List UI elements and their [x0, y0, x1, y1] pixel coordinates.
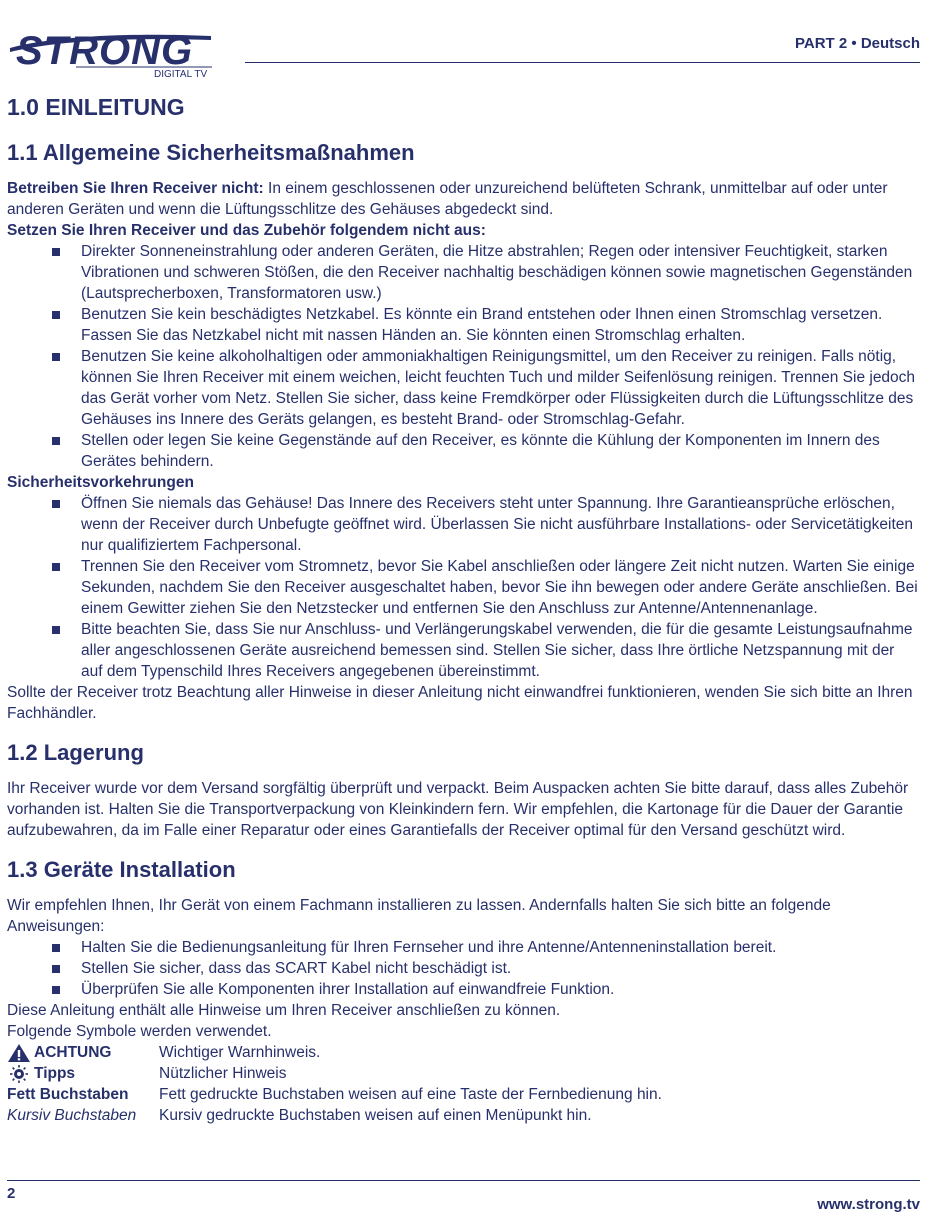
website-link[interactable]: www.strong.tv: [817, 1196, 920, 1213]
symbol-description: Nützlicher Hinweis: [159, 1065, 287, 1082]
list-item: Halten Sie die Bedienungsanleitung für Ihren Fernseher und ihre Antenne/Antenneninstallation bereit.: [81, 937, 920, 958]
list-item: Benutzen Sie kein beschädigtes Netzkabel. Es könnte ein Brand entstehen oder Ihnen einen Stromschlag versetzen. Fassen Sie das Netzkabel nicht mit nassen Händen an. Sie könnten einen Stromschlag erhalten.: [81, 304, 920, 346]
page-number: 2: [7, 1185, 16, 1202]
intro-bold: Betreiben Sie Ihren Receiver nicht:: [7, 180, 264, 197]
intro-text: In einem geschlossenen oder unzureichend belüfteten Schrank, unmittelbar auf oder unter anderen Geräten und wenn die Lüftungsschlitze des Gehäuses abgedeckt sind.: [7, 180, 888, 218]
symbol-description: Fett gedruckte Buchstaben weisen auf eine Taste der Fernbedienung hin.: [159, 1086, 662, 1103]
section-heading-storage: 1.2 Lagerung: [7, 740, 144, 765]
page-title: 1.0 EINLEITUNG: [7, 94, 185, 120]
symbols-note: Folgende Symbole werden verwendet.: [7, 1023, 272, 1040]
expose-heading-text: Setzen Sie Ihren Receiver und das Zubehör folgendem nicht aus:: [7, 222, 486, 239]
list-item: Trennen Sie den Receiver vom Stromnetz, bevor Sie Kabel anschließen oder längere Zeit nicht nutzen. Warten Sie einige Sekunden, nachdem Sie den Receiver ausgeschaltet haben, bevor Sie ihn bewegen oder andere Geräte anschließen. Bei einem Gewitter ziehen Sie den Netzstecker und entfernen Sie den Anschluss zur Antenne/Antennenanlage.: [81, 556, 920, 619]
installation-note: Diese Anleitung enthält alle Hinweise um Ihren Receiver anschließen zu können.: [7, 1002, 561, 1019]
symbol-description: Wichtiger Warnhinweis.: [159, 1044, 321, 1061]
svg-text:STRONG: STRONG: [16, 29, 194, 73]
symbol-row-bold: [7, 1084, 920, 1105]
safety-intro-paragraph: [7, 178, 920, 220]
safety-closing-paragraph: Sollte der Receiver trotz Beachtung aller Hinweise in dieser Anleitung nicht einwandfrei funktionieren, wenden Sie sich bitte an Ihren Fachhändler.: [7, 684, 913, 722]
symbol-row-warning: [7, 1042, 920, 1063]
section-heading-installation: 1.3 Geräte Installation: [7, 857, 236, 882]
document-body: [7, 92, 920, 1126]
section-heading-safety: 1.1 Allgemeine Sicherheitsmaßnahmen: [7, 140, 415, 165]
symbol-description: Kursiv gedruckte Buchstaben weisen auf einen Menüpunkt hin.: [159, 1107, 592, 1124]
footer-divider: [7, 1180, 920, 1181]
header-divider: [245, 62, 920, 63]
list-item: Bitte beachten Sie, dass Sie nur Anschluss- und Verlängerungskabel verwenden, die für die gesamte Leistungsaufnahme aller angeschlossenen Geräte ausreichend bemessen sind. Stellen Sie sicher, dass Ihre örtliche Netzspannung mit der auf dem Typenschild Ihres Receivers angegebenen übereinstimmt.: [81, 619, 920, 682]
symbols-legend: [7, 1042, 920, 1126]
list-item: Benutzen Sie keine alkoholhaltigen oder ammoniakhaltigen Reinigungsmittel, um den Receiver zu reinigen. Falls nötig, können Sie Ihren Receiver mit einem weichen, leicht feuchten Tuch und milder Seifenlösung reinigen. Trennen Sie jedoch das Gerät vorher vom Netz. Stellen Sie sicher, dass keine Fremdkörper oder Flüssigkeiten durch die Lüftungsschlitze des Gehäuses ins Innere des Geräts gelangen, es besteht Brand- oder Stromschlag-Gefahr.: [81, 346, 920, 430]
list-item: Öffnen Sie niemals das Gehäuse! Das Innere des Receivers steht unter Spannung. Ihre Garantieansprüche erlöschen, wenn der Receiver durch Unbefugte geöffnet wird. Überlassen Sie nicht ausführbare Installations- oder Servicetätigkeiten nur qualifiziertem Fachpersonal.: [81, 493, 920, 556]
list-item: Stellen Sie sicher, dass das SCART Kabel nicht beschädigt ist.: [81, 958, 920, 979]
symbol-key: Fett Buchstaben: [7, 1086, 129, 1103]
expose-list: [7, 241, 920, 472]
list-item: Stellen oder legen Sie keine Gegenstände auf den Receiver, es könnte die Kühlung der Komponenten im Innern des Gerätes behindern.: [81, 430, 920, 472]
safety-heading-text: Sicherheitsvorkehrungen: [7, 474, 194, 491]
expose-heading: [7, 220, 920, 241]
safety-precautions-heading: [7, 472, 920, 493]
symbol-row-italic: [7, 1105, 920, 1126]
list-item: Überprüfen Sie alle Komponenten ihrer Installation auf einwandfreie Funktion.: [81, 979, 920, 1000]
installation-list: [7, 937, 920, 1000]
strong-logo: [6, 16, 216, 80]
safety-list: [7, 493, 920, 682]
symbol-row-tip: [7, 1063, 920, 1084]
part-label: PART 2 • Deutsch: [795, 35, 920, 52]
svg-text:DIGITAL TV: DIGITAL TV: [154, 69, 208, 80]
symbol-key: Tipps: [34, 1065, 76, 1082]
storage-paragraph: Ihr Receiver wurde vor dem Versand sorgfältig überprüft und verpackt. Beim Auspacken achten Sie bitte darauf, dass alles Zubehör vorhanden ist. Halten Sie die Transportverpackung von Kleinkindern fern. Wir empfehlen, die Kartonage für die Dauer der Garantie aufzubewahren, da im Falle einer Reparatur oder eines Garantiefalls der Receiver optimal für den Versand geschützt wird.: [7, 780, 909, 839]
list-item: Direkter Sonneneinstrahlung oder anderen Geräten, die Hitze abstrahlen; Regen oder intensiver Feuchtigkeit, starken Vibrationen und schweren Stößen, die den Receiver nachhaltig beschädigen können sowie magnetischen Gegenständen (Lautsprecherboxen, Transformatoren usw.): [81, 241, 920, 304]
warning-icon: [7, 1043, 31, 1063]
symbol-key: Kursiv Buchstaben: [7, 1107, 137, 1124]
tip-icon: [7, 1064, 31, 1084]
installation-intro: Wir empfehlen Ihnen, Ihr Gerät von einem Fachmann installieren zu lassen. Andernfalls halten Sie sich bitte an folgende Anweisungen:: [7, 897, 831, 935]
symbol-key: ACHTUNG: [34, 1044, 112, 1061]
